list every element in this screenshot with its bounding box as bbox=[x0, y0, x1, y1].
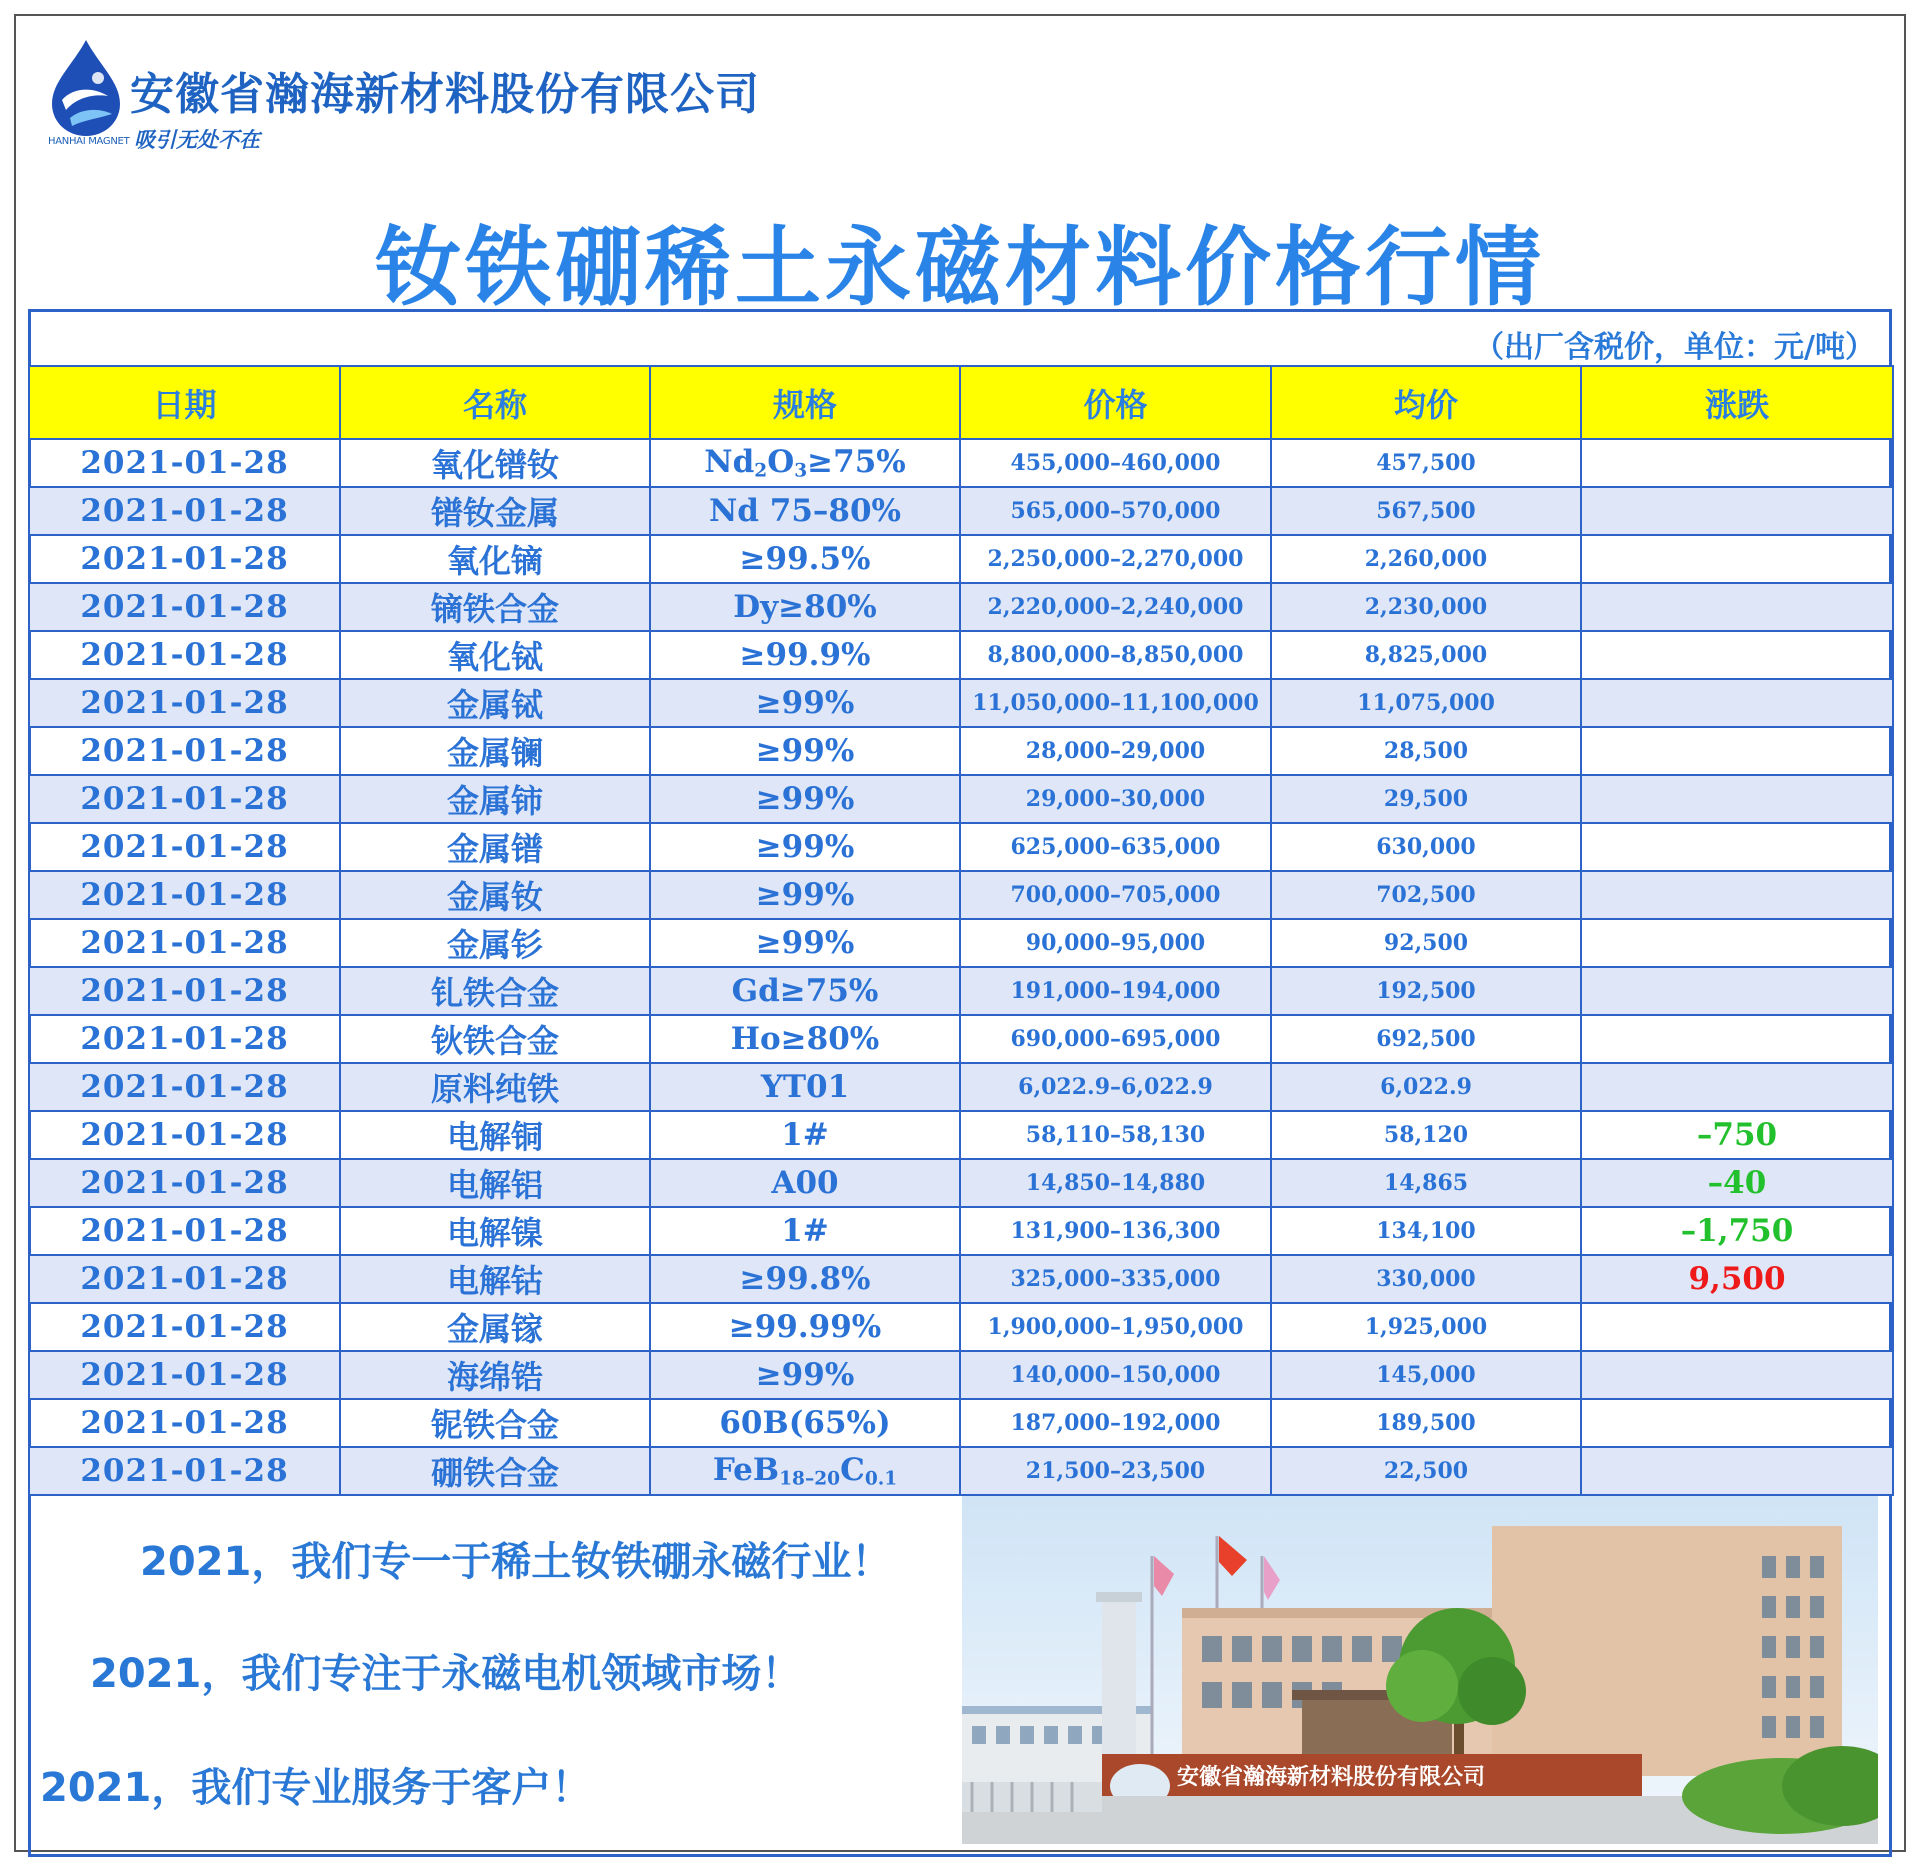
row-date: 2021-01-28 bbox=[29, 1399, 340, 1447]
row-name: 金属镨 bbox=[340, 823, 650, 871]
row-price: 14,850–14,880 bbox=[960, 1159, 1271, 1207]
row-avg: 567,500 bbox=[1271, 487, 1581, 535]
row-price: 90,000–95,000 bbox=[960, 919, 1271, 967]
row-name: 钬铁合金 bbox=[340, 1015, 650, 1063]
row-change: –1,750 bbox=[1581, 1207, 1893, 1255]
row-name: 电解镍 bbox=[340, 1207, 650, 1255]
table-row bbox=[29, 1111, 1893, 1159]
brand-english: HANHAI MAGNET bbox=[48, 136, 130, 147]
page-title: 钕铁硼稀土永磁材料价格行情 bbox=[375, 218, 1545, 318]
row-spec: ≥99% bbox=[650, 727, 960, 775]
table-row bbox=[29, 1207, 1893, 1255]
row-change bbox=[1581, 439, 1893, 487]
row-change bbox=[1581, 1351, 1893, 1399]
table-row bbox=[29, 1351, 1893, 1399]
row-spec: 1# bbox=[650, 1207, 960, 1255]
header-change: 涨跌 bbox=[1581, 366, 1893, 439]
row-name: 原料纯铁 bbox=[340, 1063, 650, 1111]
row-price: 690,000–695,000 bbox=[960, 1015, 1271, 1063]
row-price: 2,250,000–2,270,000 bbox=[960, 535, 1271, 583]
row-change bbox=[1581, 535, 1893, 583]
row-change bbox=[1581, 727, 1893, 775]
row-date: 2021-01-28 bbox=[29, 919, 340, 967]
row-price: 625,000–635,000 bbox=[960, 823, 1271, 871]
row-price: 8,800,000–8,850,000 bbox=[960, 631, 1271, 679]
row-price: 455,000–460,000 bbox=[960, 439, 1271, 487]
table-header-row bbox=[29, 366, 1893, 439]
row-name: 钆铁合金 bbox=[340, 967, 650, 1015]
row-avg: 2,260,000 bbox=[1271, 535, 1581, 583]
slogan-line-2: 2021，我们专注于永磁电机领域市场！ bbox=[90, 1651, 802, 1697]
row-date: 2021-01-28 bbox=[29, 1063, 340, 1111]
row-name: 硼铁合金 bbox=[340, 1447, 650, 1495]
row-date: 2021-01-28 bbox=[29, 1255, 340, 1303]
row-price: 700,000–705,000 bbox=[960, 871, 1271, 919]
header-name: 名称 bbox=[340, 366, 650, 439]
company-logo-icon bbox=[48, 38, 124, 138]
row-name: 金属钐 bbox=[340, 919, 650, 967]
slogan-line-3: 2021，我们专业服务于客户！ bbox=[40, 1765, 592, 1811]
row-avg: 630,000 bbox=[1271, 823, 1581, 871]
table-row bbox=[29, 1447, 1893, 1495]
table-row bbox=[29, 871, 1893, 919]
row-avg: 28,500 bbox=[1271, 727, 1581, 775]
row-name: 金属镧 bbox=[340, 727, 650, 775]
table-row bbox=[29, 1255, 1893, 1303]
row-spec: 1# bbox=[650, 1111, 960, 1159]
row-change bbox=[1581, 919, 1893, 967]
table-row bbox=[29, 775, 1893, 823]
row-avg: 457,500 bbox=[1271, 439, 1581, 487]
row-name: 氧化镨钕 bbox=[340, 439, 650, 487]
table-row bbox=[29, 631, 1893, 679]
row-name: 铌铁合金 bbox=[340, 1399, 650, 1447]
row-price: 1,900,000–1,950,000 bbox=[960, 1303, 1271, 1351]
table-row bbox=[29, 583, 1893, 631]
row-change bbox=[1581, 487, 1893, 535]
row-spec: A00 bbox=[650, 1159, 960, 1207]
row-avg: 2,230,000 bbox=[1271, 583, 1581, 631]
row-avg: 11,075,000 bbox=[1271, 679, 1581, 727]
factory-photo bbox=[962, 1496, 1878, 1844]
row-name: 金属铽 bbox=[340, 679, 650, 727]
row-change: 9,500 bbox=[1581, 1255, 1893, 1303]
row-price: 29,000–30,000 bbox=[960, 775, 1271, 823]
row-date: 2021-01-28 bbox=[29, 1207, 340, 1255]
price-table-body bbox=[29, 439, 1893, 1495]
row-price: 28,000–29,000 bbox=[960, 727, 1271, 775]
row-spec: $FeB_{18-20}C_{0.1}$ bbox=[650, 1447, 960, 1495]
table-row bbox=[29, 439, 1893, 487]
row-name: 金属铈 bbox=[340, 775, 650, 823]
row-change bbox=[1581, 583, 1893, 631]
row-spec: ≥99% bbox=[650, 679, 960, 727]
row-date: 2021-01-28 bbox=[29, 439, 340, 487]
row-avg: 22,500 bbox=[1271, 1447, 1581, 1495]
price-table bbox=[28, 365, 1894, 1496]
row-spec: ≥99.99% bbox=[650, 1303, 960, 1351]
table-row bbox=[29, 535, 1893, 583]
row-change bbox=[1581, 1303, 1893, 1351]
row-name: 氧化铽 bbox=[340, 631, 650, 679]
row-price: 58,110–58,130 bbox=[960, 1111, 1271, 1159]
table-row bbox=[29, 679, 1893, 727]
row-spec: ≥99% bbox=[650, 871, 960, 919]
row-price: 21,500–23,500 bbox=[960, 1447, 1271, 1495]
row-spec: ≥99.9% bbox=[650, 631, 960, 679]
row-spec: Gd≥75% bbox=[650, 967, 960, 1015]
header-spec: 规格 bbox=[650, 366, 960, 439]
row-change: –750 bbox=[1581, 1111, 1893, 1159]
row-spec: Dy≥80% bbox=[650, 583, 960, 631]
row-spec: $Nd_2O_3\ge 75\%$ bbox=[650, 439, 960, 487]
table-row bbox=[29, 919, 1893, 967]
row-date: 2021-01-28 bbox=[29, 1447, 340, 1495]
table-row bbox=[29, 727, 1893, 775]
header-date: 日期 bbox=[29, 366, 340, 439]
row-date: 2021-01-28 bbox=[29, 583, 340, 631]
header-avg: 均价 bbox=[1271, 366, 1581, 439]
row-name: 电解钴 bbox=[340, 1255, 650, 1303]
row-name: 镨钕金属 bbox=[340, 487, 650, 535]
row-spec: YT01 bbox=[650, 1063, 960, 1111]
row-spec: Nd 75–80% bbox=[650, 487, 960, 535]
row-avg: 14,865 bbox=[1271, 1159, 1581, 1207]
row-name: 海绵锆 bbox=[340, 1351, 650, 1399]
row-date: 2021-01-28 bbox=[29, 1015, 340, 1063]
row-spec: ≥99% bbox=[650, 919, 960, 967]
row-name: 氧化镝 bbox=[340, 535, 650, 583]
row-change bbox=[1581, 1399, 1893, 1447]
row-avg: 702,500 bbox=[1271, 871, 1581, 919]
row-date: 2021-01-28 bbox=[29, 1159, 340, 1207]
row-date: 2021-01-28 bbox=[29, 1303, 340, 1351]
row-avg: 192,500 bbox=[1271, 967, 1581, 1015]
sign-chinese: 安徽省瀚海新材料股份有限公司 bbox=[1177, 1765, 1486, 1790]
table-row bbox=[29, 823, 1893, 871]
row-date: 2021-01-28 bbox=[29, 967, 340, 1015]
table-row bbox=[29, 487, 1893, 535]
row-change bbox=[1581, 1447, 1893, 1495]
row-change bbox=[1581, 631, 1893, 679]
row-price: 191,000–194,000 bbox=[960, 967, 1271, 1015]
row-spec: ≥99.5% bbox=[650, 535, 960, 583]
table-row bbox=[29, 1063, 1893, 1111]
row-spec: ≥99% bbox=[650, 775, 960, 823]
row-spec: ≥99% bbox=[650, 1351, 960, 1399]
row-change: –40 bbox=[1581, 1159, 1893, 1207]
row-avg: 6,022.9 bbox=[1271, 1063, 1581, 1111]
row-price: 325,000–335,000 bbox=[960, 1255, 1271, 1303]
company-name: 安徽省瀚海新材料股份有限公司 bbox=[130, 69, 760, 120]
row-date: 2021-01-28 bbox=[29, 487, 340, 535]
row-spec: ≥99.8% bbox=[650, 1255, 960, 1303]
row-name: 金属镓 bbox=[340, 1303, 650, 1351]
unit-note: （出厂含税价，单位：元/吨） bbox=[1474, 330, 1875, 365]
row-price: 131,900–136,300 bbox=[960, 1207, 1271, 1255]
row-date: 2021-01-28 bbox=[29, 679, 340, 727]
row-date: 2021-01-28 bbox=[29, 871, 340, 919]
table-row bbox=[29, 1159, 1893, 1207]
row-change bbox=[1581, 1063, 1893, 1111]
row-date: 2021-01-28 bbox=[29, 1351, 340, 1399]
row-change bbox=[1581, 871, 1893, 919]
row-spec: Ho≥80% bbox=[650, 1015, 960, 1063]
row-avg: 189,500 bbox=[1271, 1399, 1581, 1447]
row-date: 2021-01-28 bbox=[29, 823, 340, 871]
row-avg: 58,120 bbox=[1271, 1111, 1581, 1159]
row-date: 2021-01-28 bbox=[29, 775, 340, 823]
row-change bbox=[1581, 967, 1893, 1015]
row-name: 金属钕 bbox=[340, 871, 650, 919]
row-change bbox=[1581, 775, 1893, 823]
row-date: 2021-01-28 bbox=[29, 631, 340, 679]
company-slogan: 吸引无处不在 bbox=[134, 127, 260, 152]
table-row bbox=[29, 967, 1893, 1015]
row-avg: 692,500 bbox=[1271, 1015, 1581, 1063]
row-date: 2021-01-28 bbox=[29, 1111, 340, 1159]
row-change bbox=[1581, 679, 1893, 727]
row-price: 140,000–150,000 bbox=[960, 1351, 1271, 1399]
company-header bbox=[30, 28, 760, 158]
row-name: 电解铝 bbox=[340, 1159, 650, 1207]
row-avg: 8,825,000 bbox=[1271, 631, 1581, 679]
row-change bbox=[1581, 1015, 1893, 1063]
row-name: 镝铁合金 bbox=[340, 583, 650, 631]
factory-illustration bbox=[962, 1496, 1878, 1844]
row-avg: 134,100 bbox=[1271, 1207, 1581, 1255]
row-avg: 1,925,000 bbox=[1271, 1303, 1581, 1351]
row-name: 电解铜 bbox=[340, 1111, 650, 1159]
row-date: 2021-01-28 bbox=[29, 535, 340, 583]
row-spec: ≥99% bbox=[650, 823, 960, 871]
slogan-line-1: 2021，我们专一于稀土钕铁硼永磁行业！ bbox=[140, 1539, 892, 1585]
row-avg: 145,000 bbox=[1271, 1351, 1581, 1399]
row-price: 187,000–192,000 bbox=[960, 1399, 1271, 1447]
row-avg: 330,000 bbox=[1271, 1255, 1581, 1303]
row-change bbox=[1581, 823, 1893, 871]
table-row bbox=[29, 1303, 1893, 1351]
row-spec: 60B(65%) bbox=[650, 1399, 960, 1447]
row-price: 6,022.9–6,022.9 bbox=[960, 1063, 1271, 1111]
row-date: 2021-01-28 bbox=[29, 727, 340, 775]
header-price: 价格 bbox=[960, 366, 1271, 439]
table-row bbox=[29, 1015, 1893, 1063]
row-price: 565,000–570,000 bbox=[960, 487, 1271, 535]
table-row bbox=[29, 1399, 1893, 1447]
row-avg: 92,500 bbox=[1271, 919, 1581, 967]
row-avg: 29,500 bbox=[1271, 775, 1581, 823]
row-price: 11,050,000–11,100,000 bbox=[960, 679, 1271, 727]
row-price: 2,220,000–2,240,000 bbox=[960, 583, 1271, 631]
